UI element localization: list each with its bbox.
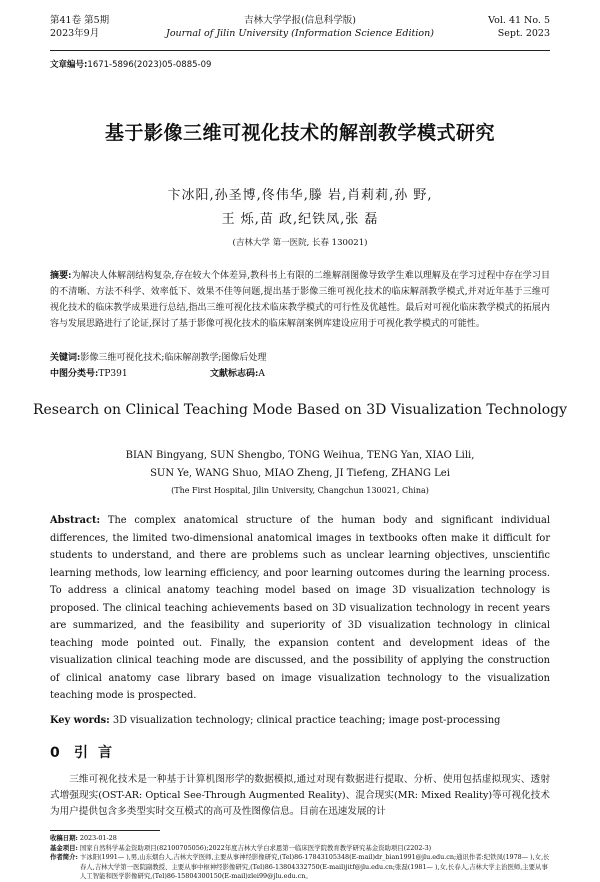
affiliation-chinese: (吉林大学 第一医院, 长春 130021): [232, 238, 368, 248]
affiliation-english: (The First Hospital, Jilin University, Changchun 130021, China): [171, 486, 429, 495]
authors-chinese: [60, 184, 540, 232]
classification-line: [50, 366, 550, 379]
keywords-en-text: 3D visualization technology; clinical practice teaching; image post-processing: [112, 715, 501, 726]
footnote-received: [50, 834, 550, 844]
header-divider: [50, 50, 550, 51]
footnote-text: 国家自然科学基金资助项目(82100705056);2022年度吉林大学白求恩第一临床医学院教育教学研究基金资助项目(2202-3): [79, 843, 432, 852]
section-title: 引言: [74, 745, 122, 761]
footnote-text: 2023-01-28: [79, 834, 117, 842]
abstract-chinese: [50, 268, 550, 332]
authors-en-line1: BIAN Bingyang, SUN Shengbo, TONG Weihua, TENG Yan, XIAO Lili,: [125, 450, 475, 461]
clc-label: 中图分类号:: [50, 369, 99, 379]
clc-value: TP391: [98, 369, 128, 379]
keywords-cn-text: 影像三维可视化技术;临床解剖教学;图像后处理: [80, 353, 267, 363]
abstract-en-label: Abstract:: [50, 515, 101, 526]
authors-english: [0, 447, 600, 483]
article-number-label: 文章编号:: [50, 60, 88, 70]
section-number: 0: [50, 745, 60, 761]
volume-issue-en: Vol. 41 No. 5: [488, 15, 550, 26]
footnotes: [50, 834, 550, 882]
publication-date-cn: 2023年9月: [50, 28, 100, 39]
abstract-cn-label: 摘要:: [50, 271, 72, 281]
footnote-divider: [50, 830, 160, 831]
abstract-en-text: The complex anatomical structure of the human body and significant individual differences, the limited two-dimensional anatomical images in textbooks often make it difficult for students to understand, and there are problems such as unclear learning objectives, unscientific learning methods, low learning efficiency, and poor learning outcomes during the learning process. To address a clinical anatomy teaching model based on image 3D visualization technology is proposed. The clinical teaching achievements based on 3D visualization technology in recent years are summarized, and the feasibility and superiority of 3D visualization technology in clinical teaching mode pointed out. Finally, the expansion content and development ideas of the visualization clinical teaching mode are discussed, and the possibility of applying the construction of clinical anatomy case library based on image visualization technology to the visualization teaching mode is prospected.: [50, 515, 550, 701]
footnote-funding: [50, 844, 550, 854]
title-chinese: 基于影像三维可视化技术的解剖教学模式研究: [104, 122, 495, 144]
doc-code-value: A: [258, 369, 265, 379]
header-center: [50, 14, 550, 40]
abstract-english: [50, 512, 550, 705]
keywords-en-label: Key words:: [50, 715, 110, 726]
header-right: [488, 14, 550, 40]
authors-cn-line2: 王 烁,苗 政,纪铁凤,张 磊: [221, 212, 379, 227]
volume-issue: 第41卷 第5期: [50, 15, 110, 26]
keywords-english: [50, 715, 550, 726]
keywords-chinese: [50, 350, 550, 363]
title-english: Research on Clinical Teaching Mode Based on 3D Visualization Technology: [32, 402, 568, 418]
journal-name-en: Journal of Jilin University (Information Science Edition): [166, 28, 434, 39]
section-heading-introduction: [50, 742, 122, 762]
authors-cn-line1: 卞冰阳,孙圣博,佟伟华,滕 岩,肖莉莉,孙 野,: [167, 188, 433, 203]
footnote-label: 收稿日期:: [50, 834, 78, 842]
footnote-label: 基金项目:: [50, 843, 78, 852]
footnote-text: 卞冰阳(1991— ),男,山东烟台人,吉林大学医师,主要从事神经影像研究,(Tel)86-17843105348(E-mail)dr_bian1991@jlu.edu.cn;通讯作者:纪铁凤(1978— ),女,长春人,吉林大学第一医院副教授、主要从事中枢神经影像研究,(Tel)86-13804332750(E-mail)jitf@jlu.edu.cn;张磊(1981— ),女,长春人,吉林大学主治医师,主要从事人工智能和医学影像研究,(Tel)86-15804300150(E-mail)zlei99@jlu.edu.cn。: [79, 853, 550, 880]
abstract-cn-text: 为解决人体解剖结构复杂,存在较大个体差异,教科书上有限的二维解剖图像导致学生难以理解及在学习过程中存在学习目的不清晰、方法不科学、效率低下、效果不佳等问题,提出基于影像三维可视化技术的临床解剖教学模式,并对近年基于三维可视化技术的临床教学成果进行总结,指出三维可视化技术临床教学模式的可行性及优越性。最后对可视化临床教学模式的拓展内容与发展思路进行了论证,探讨了基于影像可视化技术的临床解剖案例库建设应用于可视化教学模式的可能性。: [50, 271, 550, 329]
article-number-value: 1671-5896(2023)05-0885-09: [87, 60, 212, 70]
footnote-author-bio: [50, 853, 550, 882]
keywords-cn-label: 关键词:: [50, 353, 81, 363]
article-number: [50, 58, 211, 70]
body-paragraph: 三维可视化技术是一种基于计算机图形学的数据模拟,通过对现有数据进行提取、分析、使用包括虚拟现实、透射式增强现实(OST-AR: Optical See-Through Augmented Reality)、混合现实(MR: Mixed Reality)等可视化技术为用户提供包含多类型实时交互模式的高可及性图像信息。目前在迅速发展的计: [50, 774, 550, 817]
document-code: [210, 366, 265, 379]
doc-code-label: 文献标志码:: [210, 369, 259, 379]
authors-en-line2: SUN Ye, WANG Shuo, MIAO Zheng, JI Tiefeng, ZHANG Lei: [150, 468, 450, 479]
footnote-label: 作者简介:: [50, 853, 78, 861]
journal-name-cn: 吉林大学学报(信息科学版): [244, 15, 356, 26]
publication-date-en: Sept. 2023: [497, 28, 550, 39]
running-header: [50, 14, 550, 50]
